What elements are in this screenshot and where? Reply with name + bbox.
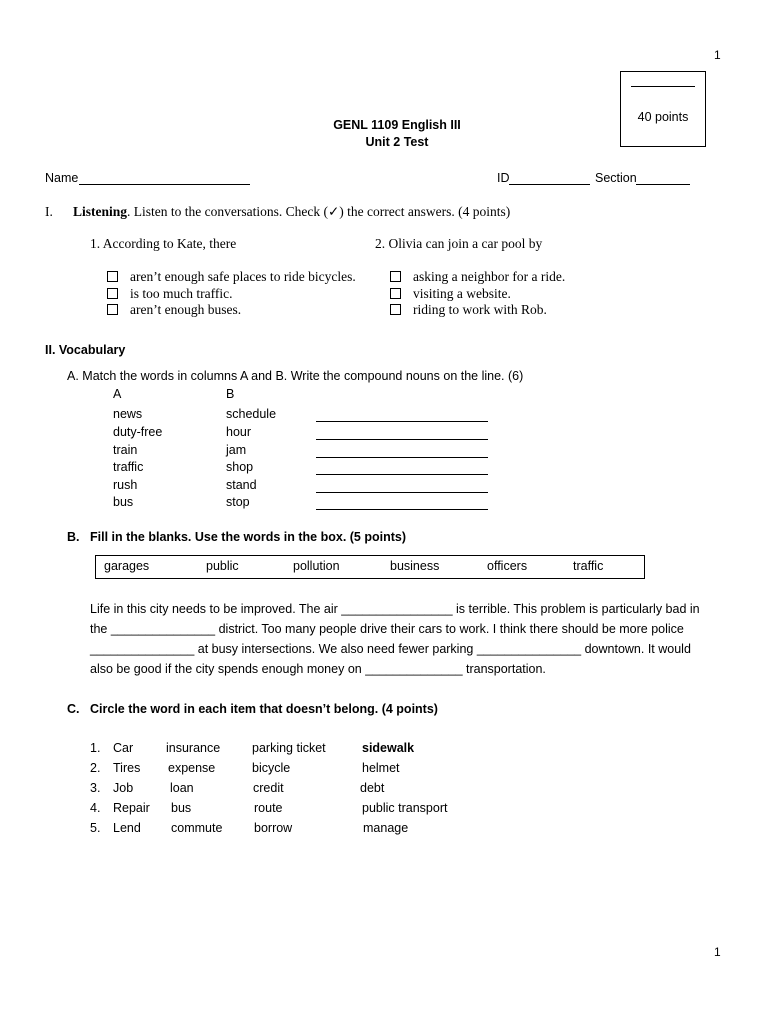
item-word[interactable]: manage: [363, 821, 409, 835]
item-word[interactable]: bus: [171, 801, 192, 815]
item-word[interactable]: borrow: [254, 821, 293, 835]
points-score-blank[interactable]: [631, 86, 695, 87]
section1-heading: [73, 204, 510, 220]
partB-label: B.: [67, 530, 80, 544]
word-bank-item: pollution: [293, 559, 340, 573]
answer-line[interactable]: [316, 421, 488, 422]
col-b-word: jam: [226, 443, 247, 457]
q2-option-3[interactable]: riding to work with Rob.: [390, 302, 547, 318]
checkbox[interactable]: [390, 271, 401, 282]
item-word[interactable]: public transport: [362, 801, 448, 815]
word-bank-item: officers: [487, 559, 528, 573]
q1-prompt: 1. According to Kate, there: [90, 236, 237, 251]
item-word[interactable]: Repair: [113, 801, 150, 815]
word-bank-box: [95, 555, 645, 579]
item-word[interactable]: Lend: [113, 821, 141, 835]
col-a-word: rush: [113, 478, 138, 492]
col-a-word: news: [113, 407, 143, 421]
col-b-word: schedule: [226, 407, 277, 421]
answer-line[interactable]: [316, 509, 488, 510]
answer-line[interactable]: [316, 492, 488, 493]
col-a-word: bus: [113, 495, 134, 509]
q2-prompt: 2. Olivia can join a car pool by: [375, 236, 543, 251]
item-number: 3.: [90, 781, 101, 795]
q2-option-2[interactable]: visiting a website.: [390, 286, 511, 302]
col-a-header: A: [113, 387, 122, 401]
paragraph-line: Life in this city needs to be improved. The air ________________ is terrible. This problem is particularly bad in: [90, 602, 700, 616]
item-word[interactable]: credit: [253, 781, 284, 795]
q2-option-1[interactable]: asking a neighbor for a ride.: [390, 269, 565, 285]
paragraph-line: _______________ at busy intersections. We also need fewer parking _______________ downtown. It would: [90, 642, 691, 656]
item-word[interactable]: parking ticket: [252, 741, 326, 755]
checkbox[interactable]: [107, 271, 118, 282]
item-word[interactable]: debt: [360, 781, 385, 795]
col-a-word: train: [113, 443, 138, 457]
q1-option-3[interactable]: aren’t enough buses.: [107, 302, 241, 318]
partC-instructions: Circle the word in each item that doesn’t belong. (4 points): [90, 702, 438, 716]
word-bank-item: business: [390, 559, 440, 573]
paragraph-line: also be good if the city spends enough money on ______________ transportation.: [90, 662, 546, 676]
col-b-word: hour: [226, 425, 252, 439]
item-word[interactable]: route: [254, 801, 283, 815]
col-a-word: duty-free: [113, 425, 163, 439]
name-label: Name: [45, 171, 79, 185]
col-b-word: shop: [226, 460, 254, 474]
paragraph-line: the _______________ district. Too many people drive their cars to work. I think there should be more police: [90, 622, 684, 636]
item-word[interactable]: loan: [170, 781, 194, 795]
checkbox[interactable]: [107, 304, 118, 315]
q1-option-2[interactable]: is too much traffic.: [107, 286, 232, 302]
id-field[interactable]: [509, 184, 590, 185]
word-bank-item: traffic: [573, 559, 604, 573]
item-word[interactable]: Tires: [113, 761, 141, 775]
q1-option-1[interactable]: aren’t enough safe places to ride bicycles.: [107, 269, 356, 285]
item-word[interactable]: helmet: [362, 761, 400, 775]
section-label: Section: [595, 171, 637, 185]
item-word[interactable]: sidewalk: [362, 741, 415, 755]
item-word[interactable]: bicycle: [252, 761, 291, 775]
id-label: ID: [497, 171, 510, 185]
checkbox[interactable]: [390, 288, 401, 299]
checkbox[interactable]: [390, 304, 401, 315]
checkbox[interactable]: [107, 288, 118, 299]
section2-title: II. Vocabulary: [45, 343, 126, 357]
test-title: Unit 2 Test: [365, 135, 429, 149]
name-field[interactable]: [79, 184, 250, 185]
col-b-word: stop: [226, 495, 250, 509]
col-a-word: traffic: [113, 460, 144, 474]
section1-title: Listening: [73, 204, 128, 219]
section1-numeral: I.: [45, 204, 53, 219]
col-b-header: B: [226, 387, 235, 401]
word-bank-item: garages: [104, 559, 150, 573]
col-b-word: stand: [226, 478, 257, 492]
item-word[interactable]: insurance: [166, 741, 221, 755]
item-number: 4.: [90, 801, 101, 815]
answer-line[interactable]: [316, 457, 488, 458]
partA-instructions: A. Match the words in columns A and B. Write the compound nouns on the line. (6): [67, 369, 524, 383]
answer-line[interactable]: [316, 474, 488, 475]
item-number: 5.: [90, 821, 101, 835]
item-number: 1.: [90, 741, 101, 755]
item-word[interactable]: Car: [113, 741, 134, 755]
page-number-top: 1: [714, 48, 721, 62]
course-title: GENL 1109 English III: [333, 118, 461, 132]
section-field[interactable]: [636, 184, 690, 185]
partB-instructions: Fill in the blanks. Use the words in the box. (5 points): [90, 530, 407, 544]
item-word[interactable]: commute: [171, 821, 223, 835]
item-word[interactable]: expense: [168, 761, 216, 775]
word-bank-item: public: [206, 559, 239, 573]
partC-label: C.: [67, 702, 80, 716]
item-word[interactable]: Job: [113, 781, 134, 795]
points-total: 40 points: [637, 110, 689, 124]
item-number: 2.: [90, 761, 101, 775]
answer-line[interactable]: [316, 439, 488, 440]
section1-instructions: . Listen to the conversations. Check (✓) the correct answers. (4 points): [127, 204, 511, 219]
page-number-bottom: 1: [714, 945, 721, 959]
